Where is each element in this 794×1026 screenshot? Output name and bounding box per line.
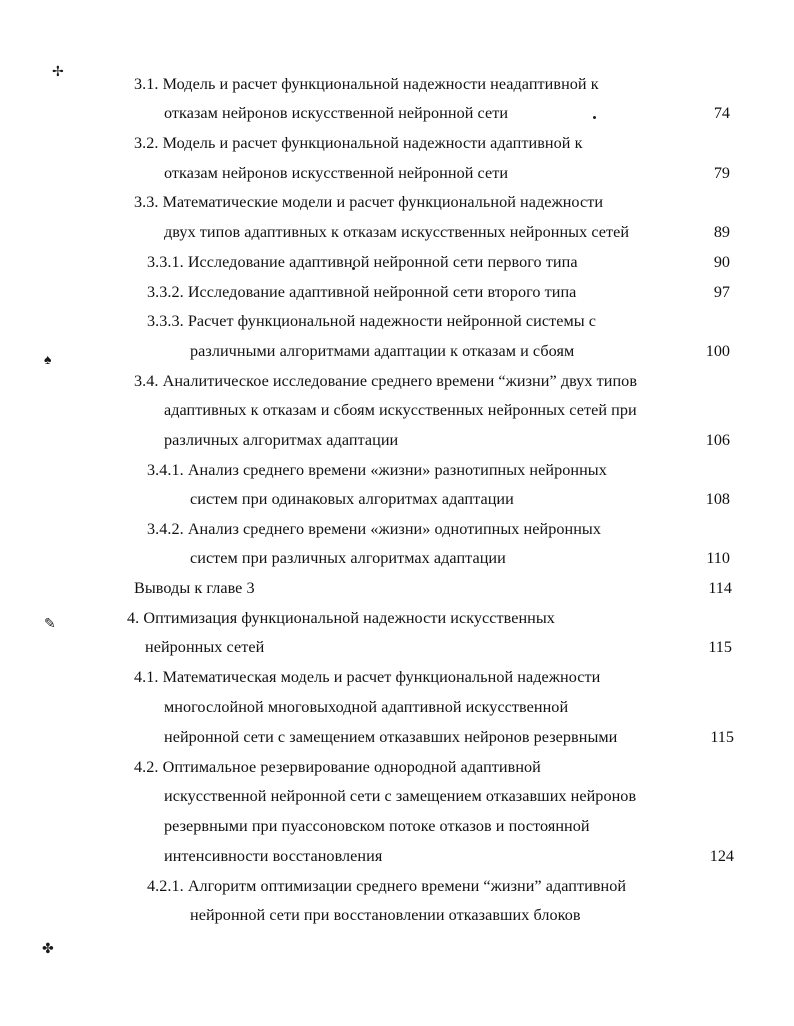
speck-icon: [593, 116, 596, 119]
toc-entry-line: нейронной сети при восстановлении отказавших блоков: [190, 906, 581, 924]
toc-entry-line: 4.1. Математическая модель и расчет функциональной надежности: [134, 668, 601, 686]
toc-entry-line: 3.3.1. Исследование адаптивной нейронной сети первого типа: [147, 253, 578, 271]
toc-page-number: 108: [705, 490, 730, 508]
toc-entry-line: 3.4.2. Анализ среднего времени «жизни» однотипных нейронных: [147, 520, 601, 538]
toc-page-number: 97: [713, 283, 730, 301]
toc-entry-line: интенсивности восстановления: [164, 847, 383, 865]
toc-entry-line: 3.2. Модель и расчет функциональной надежности адаптивной к: [134, 134, 583, 152]
toc-page-number: 115: [708, 638, 732, 656]
toc-entry-line: систем при различных алгоритмах адаптации: [190, 549, 506, 567]
toc-entry-line: 3.3.2. Исследование адаптивной нейронной сети второго типа: [147, 283, 577, 301]
margin-mark-icon: ✢: [52, 65, 64, 80]
margin-mark-icon: ♠: [44, 353, 52, 368]
toc-entry-line: отказам нейронов искусственной нейронной сети: [164, 164, 509, 182]
toc-entry-line: различными алгоритмами адаптации к отказам и сбоям: [190, 342, 575, 360]
toc-entry-line: резервными при пуассоновском потоке отказов и постоянной: [164, 817, 590, 835]
toc-page-number: 110: [706, 549, 730, 567]
toc-entry-line: отказам нейронов искусственной нейронной сети: [164, 104, 509, 122]
toc-entry-line: многослойной многовыходной адаптивной искусственной: [164, 698, 569, 716]
toc-entry-line: 3.4. Аналитическое исследование среднего времени “жизни” двух типов: [134, 372, 638, 390]
toc-entry-line: 4. Оптимизация функциональной надежности искусственных: [127, 609, 555, 627]
toc-page-number: 114: [708, 579, 732, 597]
toc-entry-line: адаптивных к отказам и сбоям искусственных нейронных сетей при: [164, 401, 637, 419]
toc-entry-line: 3.3. Математические модели и расчет функциональной надежности: [134, 193, 604, 211]
toc-page-number: 79: [713, 164, 730, 182]
toc-entry-line: 3.3.3. Расчет функциональной надежности нейронной системы с: [147, 312, 597, 330]
toc-page-number: 74: [713, 104, 730, 122]
toc-entry-line: 4.2. Оптимальное резервирование однородной адаптивной: [134, 758, 541, 776]
toc-entry-line: нейронных сетей: [145, 638, 265, 656]
toc-entry-line: Выводы к главе 3: [134, 579, 255, 597]
toc-entry-line: нейронной сети с замещением отказавших нейронов резервными: [164, 728, 618, 746]
margin-mark-icon: ✎: [44, 617, 56, 632]
toc-page-number: 90: [713, 253, 730, 271]
toc-page-number: 100: [705, 342, 730, 360]
toc-entry-line: систем при одинаковых алгоритмах адаптации: [190, 490, 514, 508]
toc-page-number: 89: [713, 223, 730, 241]
toc-entry-line: 3.1. Модель и расчет функциональной надежности неадаптивной к: [134, 75, 599, 93]
margin-mark-icon: ✤: [42, 942, 54, 957]
toc-entry-line: искусственной нейронной сети с замещением отказавших нейронов: [164, 787, 637, 805]
toc-entry-line: двух типов адаптивных к отказам искусственных нейронных сетей: [164, 223, 630, 241]
toc-entry-line: 3.4.1. Анализ среднего времени «жизни» разнотипных нейронных: [147, 461, 607, 479]
toc-entry-line: 4.2.1. Алгоритм оптимизации среднего времени “жизни” адаптивной: [147, 877, 627, 895]
toc-page-number: 106: [705, 431, 730, 449]
toc-entry-line: различных алгоритмах адаптации: [164, 431, 399, 449]
toc-page-number: 124: [709, 847, 734, 865]
toc-page-number: 115: [710, 728, 734, 746]
